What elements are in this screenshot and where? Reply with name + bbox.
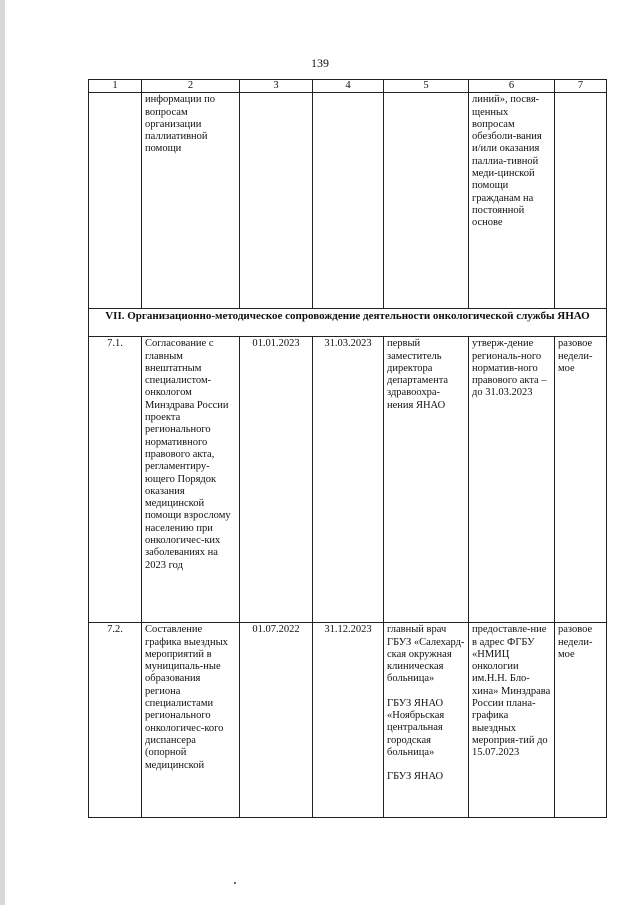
cell-end: 31.12.2023 [313, 623, 384, 818]
header-cell: 6 [469, 80, 555, 93]
cell-responsible: первый заместитель директора департамента здравоохра-нения ЯНАО [384, 337, 469, 623]
cell-num: 7.2. [89, 623, 142, 818]
cell-start [240, 93, 313, 309]
responsible-2: ГБУЗ ЯНАО «Ноябрьская центральная городская больница» [387, 697, 445, 758]
cell-num: 7.1. [89, 337, 142, 623]
table-row [89, 337, 607, 623]
cell-periodicity: разовое недели-мое [555, 623, 607, 818]
cell-start: 01.07.2022 [240, 623, 313, 818]
header-cell: 7 [555, 80, 607, 93]
header-cell: 4 [313, 80, 384, 93]
header-cell: 5 [384, 80, 469, 93]
scan-edge [0, 0, 5, 905]
cell-start: 01.01.2023 [240, 337, 313, 623]
plan-table [88, 79, 607, 818]
cell-periodicity [555, 93, 607, 309]
cell-result: утверж-дение региональ-ного норматив-ного правового акта – до 31.03.2023 [469, 337, 555, 623]
responsible-3: ГБУЗ ЯНАО [387, 771, 444, 783]
scan-speck [234, 882, 236, 884]
header-cell: 1 [89, 80, 142, 93]
cell-end: 31.03.2023 [313, 337, 384, 623]
header-cell: 2 [142, 80, 240, 93]
cell-task: Составление графика выездных мероприятий в муниципаль-ные образования региона специалистами регионального онкологичес-кого диспансера (опорной медицинской [142, 623, 240, 818]
cell-responsible [384, 93, 469, 309]
cell-periodicity: разовое недели-мое [555, 337, 607, 623]
cell-task: Согласование с главным внештатным специалистом-онкологом Минздрава России проекта регионального нормативного правового акта, регламентиру-ющего Порядок оказания медицинской помощи взрослому населению при онкологичес-ких заболеваниях на 2023 год [142, 337, 240, 623]
cell-end [313, 93, 384, 309]
section-title: VII. Организационно-методическое сопровождение деятельности онкологической службы ЯНАО [89, 309, 607, 337]
table-header-row [89, 80, 607, 93]
header-cell: 3 [240, 80, 313, 93]
responsible-1: главный врач ГБУЗ «Салехард-ская окружная клиническая больница» [387, 624, 465, 685]
cell-result: предоставле-ние в адрес ФГБУ «НМИЦ онкологии им.Н.Н. Бло-хина» Минздрава России плана-графика выездных мероприя-тий до 15.07.2023 [469, 623, 555, 818]
cell-responsible [384, 623, 469, 818]
table-row [89, 623, 607, 818]
cell-task: информации по вопросам организации паллиативной помощи [142, 93, 240, 309]
cell-num [89, 93, 142, 309]
table-row-continuation [89, 93, 607, 309]
page-number: 139 [311, 56, 329, 70]
section-row [89, 309, 607, 337]
cell-result: линий», посвя-щенных вопросам обезболи-вания и/или оказания паллиа-тивной меди-цинской помощи гражданам на постоянной основе [469, 93, 555, 309]
